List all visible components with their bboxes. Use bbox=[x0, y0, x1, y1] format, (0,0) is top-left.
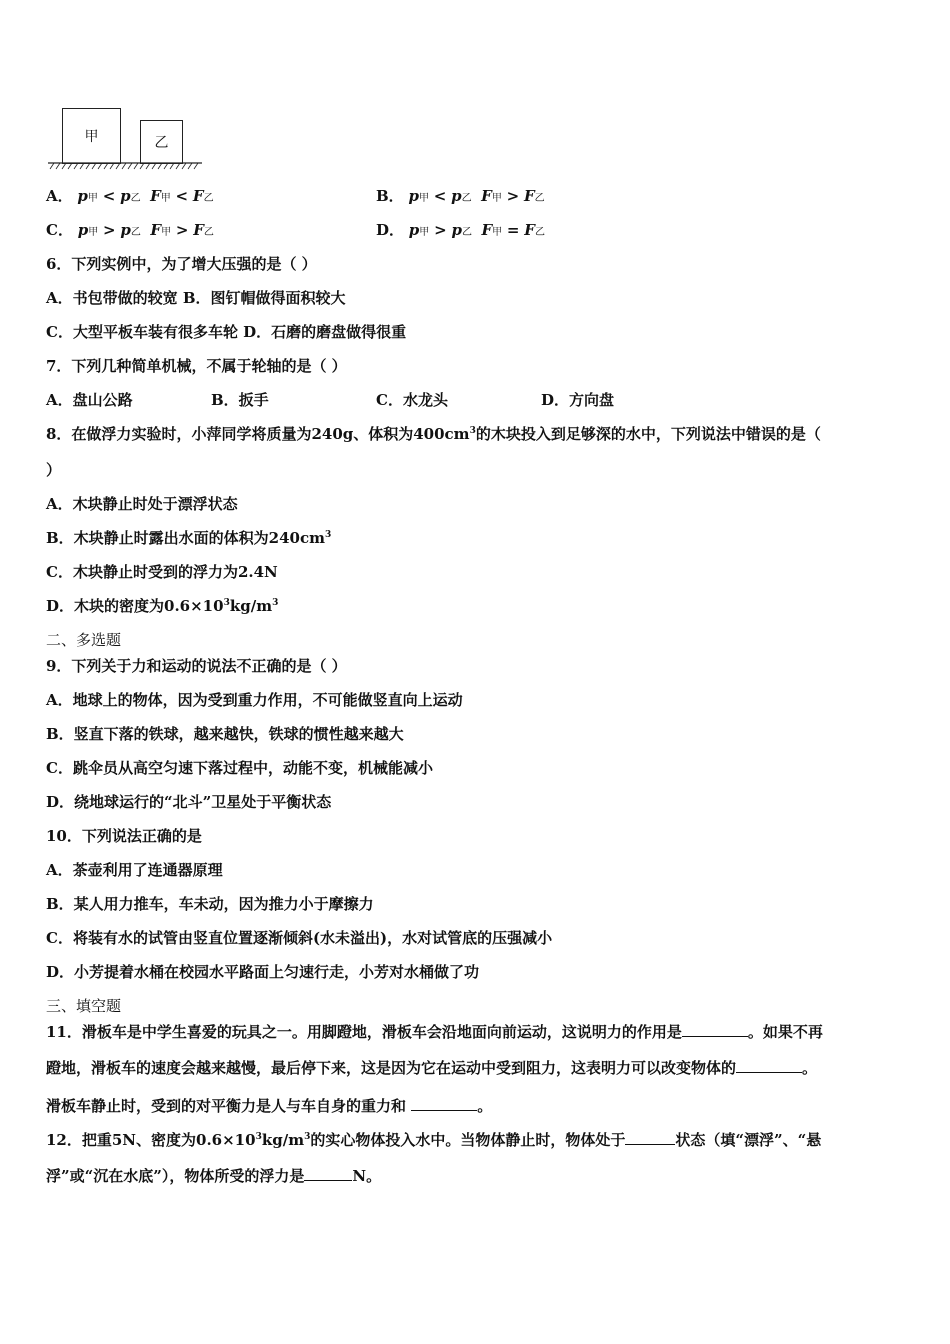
q8-option-b-sup: 3 bbox=[325, 530, 332, 540]
q8-option-d bbox=[46, 596, 278, 616]
section-multiple-choice: 二、多选题 bbox=[46, 631, 122, 649]
q5-b-f: F bbox=[481, 187, 492, 205]
q12-line1-text3: 的实心物体投入水中。当物体静止时，物体处于 bbox=[310, 1131, 626, 1149]
q10-option-c: C．将装有水的试管由竖直位置逐渐倾斜(水未溢出)，水对试管底的压强减小 bbox=[46, 929, 553, 947]
q5-option-b bbox=[376, 186, 545, 209]
q5-a-sub-yi-2: 乙 bbox=[203, 193, 214, 204]
q5-b-sub-yi-2: 乙 bbox=[534, 193, 545, 204]
q5-d-sub-jia-1: 甲 bbox=[419, 227, 430, 238]
q9-option-a: A．地球上的物体，因为受到重力作用，不可能做竖直向上运动 bbox=[46, 691, 463, 709]
q5-c-op2: > bbox=[175, 221, 189, 239]
q12-line1-text1: 12．把重5N、密度为0.6×10 bbox=[46, 1131, 256, 1149]
q5-c-op1: > bbox=[103, 221, 116, 239]
q8-stem bbox=[46, 424, 821, 444]
q5-b-op1: < bbox=[433, 187, 447, 205]
q5-a-sub-jia-2: 甲 bbox=[160, 193, 171, 204]
q12-sup1: 3 bbox=[255, 1132, 262, 1142]
q12-blank1[interactable] bbox=[625, 1130, 675, 1145]
q5-d-sub-yi-1: 乙 bbox=[461, 227, 472, 238]
q6-stem: 6．下列实例中，为了增大压强的是（ ） bbox=[46, 255, 317, 273]
q11-line3-text: 滑板车静止时，受到的对平衡力是人与车自身的重力和 bbox=[46, 1097, 412, 1115]
q7-option-d: D．方向盘 bbox=[541, 391, 615, 409]
q5-option-c bbox=[46, 220, 214, 243]
q10-stem: 10．下列说法正确的是 bbox=[46, 827, 202, 845]
ground-hatch bbox=[44, 162, 204, 170]
q5-c-f: F bbox=[150, 221, 162, 239]
block-yi bbox=[140, 120, 183, 164]
q5-a-sub-jia-1: 甲 bbox=[87, 193, 98, 204]
q8-option-d-text2: kg/m bbox=[229, 597, 273, 615]
q7-option-a: A．盘山公路 bbox=[46, 391, 133, 409]
q6-options-row2: C．大型平板车装有很多车轮 D．石磨的磨盘做得很重 bbox=[46, 323, 407, 341]
q8-stem-close: ） bbox=[46, 461, 62, 479]
q5-d-op2: = bbox=[506, 221, 520, 239]
q5-d-p: p bbox=[408, 221, 420, 239]
q5-option-c-letter: C． bbox=[46, 221, 73, 239]
q5-option-d bbox=[376, 220, 545, 243]
section-fill-blank: 三、填空题 bbox=[46, 997, 122, 1015]
q12-line2-end: N。 bbox=[352, 1167, 382, 1185]
q5-d-f: F bbox=[481, 221, 493, 239]
q8-option-d-sup2: 3 bbox=[272, 598, 279, 608]
block-jia-label: 甲 bbox=[84, 129, 99, 145]
q5-option-d-letter: D． bbox=[376, 221, 405, 239]
q12-line1-text4: 状态（填“漂浮”、“悬 bbox=[675, 1131, 822, 1149]
q9-option-d: D．绕地球运行的“北斗”卫星处于平衡状态 bbox=[46, 793, 332, 811]
q5-d-p2: p bbox=[451, 221, 462, 239]
q11-line3 bbox=[46, 1096, 492, 1116]
q11-line1-text: 11．滑板车是中学生喜爱的玩具之一。用脚蹬地，滑板车会沿地面向前运动，这说明力的作用是 bbox=[46, 1023, 682, 1041]
q9-option-b: B．竖直下落的铁球，越来越快，铁球的惯性越来越大 bbox=[46, 725, 404, 743]
q8-stem-sup: 3 bbox=[469, 426, 476, 436]
q11-line2-end: 。 bbox=[802, 1059, 818, 1077]
q7-stem: 7．下列几种简单机械，不属于轮轴的是（ ） bbox=[46, 357, 347, 375]
q11-blank2[interactable] bbox=[736, 1058, 802, 1073]
q12-sup2: 3 bbox=[304, 1132, 311, 1142]
q5-c-f2: F bbox=[193, 221, 204, 239]
q5-option-a bbox=[46, 186, 214, 209]
q8-option-b-text: B．木块静止时露出水面的体积为240cm bbox=[46, 529, 325, 547]
q11-line3-end: 。 bbox=[477, 1097, 493, 1115]
q5-c-sub-jia-2: 甲 bbox=[161, 227, 172, 238]
q7-option-b: B．扳手 bbox=[211, 391, 269, 409]
q8-option-d-text1: D．木块的密度为0.6×10 bbox=[46, 597, 224, 615]
q11-blank1[interactable] bbox=[682, 1022, 748, 1037]
q5-a-p2: p bbox=[120, 187, 131, 205]
q8-option-c: C．木块静止时受到的浮力为2.4N bbox=[46, 563, 278, 581]
q5-d-sub-jia-2: 甲 bbox=[492, 227, 503, 238]
q10-option-a: A．茶壶利用了连通器原理 bbox=[46, 861, 223, 879]
q6-options-row1: A．书包带做的较宽 B．图钉帽做得面积较大 bbox=[46, 289, 346, 307]
q5-c-p: p bbox=[77, 221, 89, 239]
q9-stem: 9．下列关于力和运动的说法不正确的是（ ） bbox=[46, 657, 347, 675]
q11-line1 bbox=[46, 1022, 823, 1042]
q5-a-p: p bbox=[77, 187, 88, 205]
q5-b-sub-jia-1: 甲 bbox=[418, 193, 429, 204]
q5-b-sub-yi-1: 乙 bbox=[461, 193, 472, 204]
q8-option-d-sup1: 3 bbox=[223, 598, 230, 608]
q5-a-f2: F bbox=[192, 187, 204, 205]
q11-line2 bbox=[46, 1058, 817, 1078]
q12-line1 bbox=[46, 1130, 821, 1150]
q8-stem-part1: 8．在做浮力实验时，小萍同学将质量为240g、体积为400cm bbox=[46, 425, 470, 443]
q5-a-op1: < bbox=[102, 187, 116, 205]
q7-option-c: C．水龙头 bbox=[376, 391, 448, 409]
q5-d-op1: > bbox=[434, 221, 447, 239]
block-yi-label: 乙 bbox=[154, 135, 169, 151]
q5-b-f2: F bbox=[523, 187, 535, 205]
q10-option-d: D．小芳提着水桶在校园水平路面上匀速行走，小芳对水桶做了功 bbox=[46, 963, 480, 981]
q8-stem-part2: 的木块投入到足够深的水中，下列说法中错误的是（ bbox=[475, 425, 821, 443]
q11-line1-end: 。如果不再 bbox=[747, 1023, 823, 1041]
block-jia bbox=[62, 108, 121, 164]
q5-c-sub-yi-2: 乙 bbox=[203, 227, 214, 238]
q5-c-sub-yi-1: 乙 bbox=[130, 227, 141, 238]
q9-option-c: C．跳伞员从高空匀速下落过程中，动能不变，机械能减小 bbox=[46, 759, 433, 777]
q5-b-op2: > bbox=[506, 187, 520, 205]
q5-option-b-letter: B． bbox=[376, 187, 404, 205]
q5-c-sub-jia-1: 甲 bbox=[88, 227, 99, 238]
q8-option-a: A．木块静止时处于漂浮状态 bbox=[46, 495, 238, 513]
q10-option-b: B．某人用力推车，车未动，因为推力小于摩擦力 bbox=[46, 895, 374, 913]
q5-option-a-letter: A． bbox=[46, 187, 73, 205]
q5-b-sub-jia-2: 甲 bbox=[491, 193, 502, 204]
q5-a-sub-yi-1: 乙 bbox=[130, 193, 141, 204]
q5-b-p: p bbox=[408, 187, 419, 205]
q5-b-p2: p bbox=[451, 187, 462, 205]
q8-option-b bbox=[46, 528, 331, 548]
q5-d-sub-yi-2: 乙 bbox=[534, 227, 545, 238]
q12-line2-text: 浮”或“沉在水底”），物体所受的浮力是 bbox=[46, 1167, 305, 1185]
q5-a-op2: < bbox=[175, 187, 189, 205]
q11-blank3[interactable] bbox=[411, 1096, 477, 1111]
q11-line2-text: 蹬地，滑板车的速度会越来越慢，最后停下来，这是因为它在运动中受到阻力，这表明力可以改变物体的 bbox=[46, 1059, 737, 1077]
q12-blank2[interactable] bbox=[304, 1166, 352, 1181]
q5-d-f2: F bbox=[524, 221, 535, 239]
q12-line2 bbox=[46, 1166, 381, 1186]
q12-line1-text2: kg/m bbox=[261, 1131, 305, 1149]
pressure-figure bbox=[44, 104, 209, 172]
q5-a-f: F bbox=[150, 187, 161, 205]
q5-c-p2: p bbox=[120, 221, 131, 239]
